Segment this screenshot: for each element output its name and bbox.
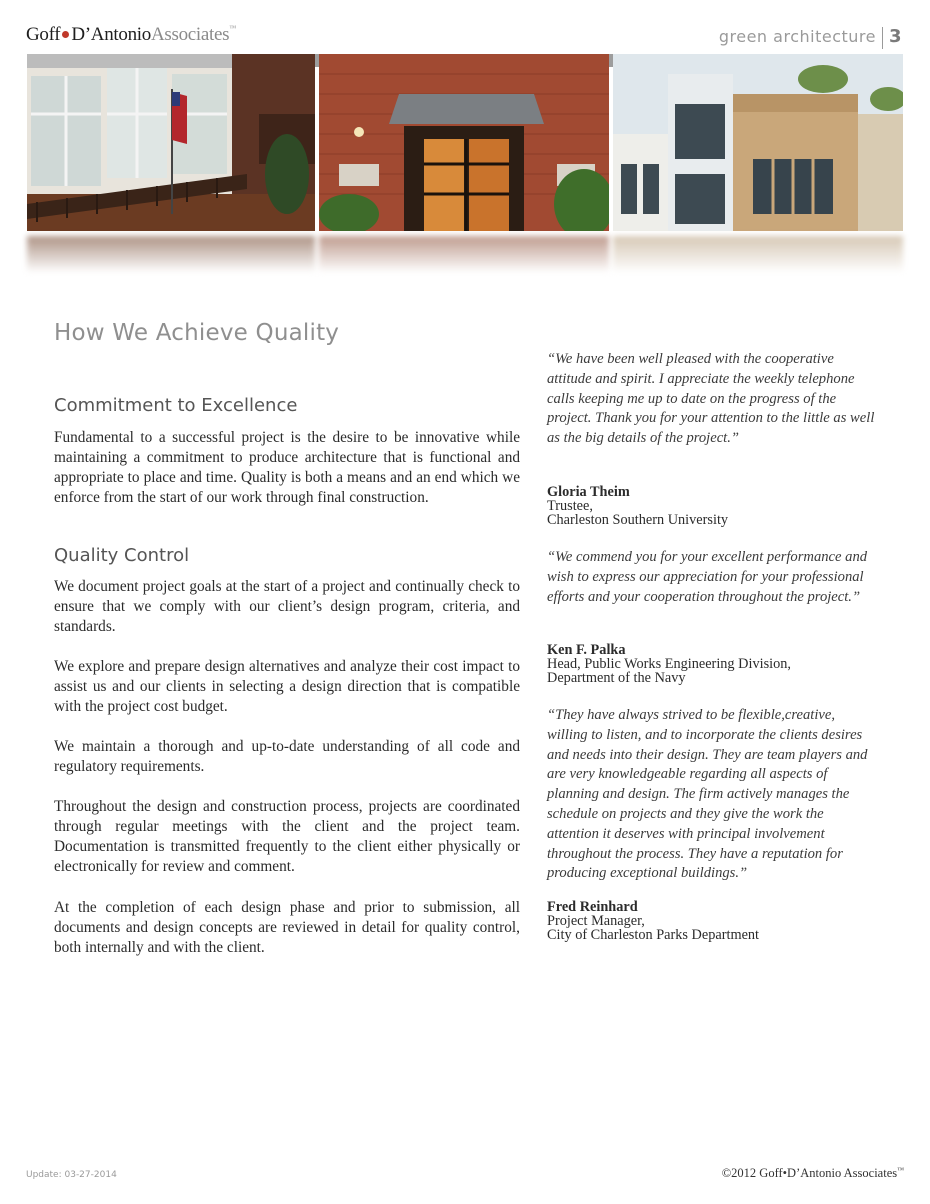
header-section-label bbox=[719, 26, 902, 49]
logo-part-associates: Associates bbox=[150, 24, 230, 45]
page-title: How We Achieve Quality bbox=[54, 320, 340, 346]
company-logo bbox=[26, 24, 236, 46]
testimonial-quote-3: “They have always strived to be flexible,creative, willing to listen, and to incorporate the clients desires and needs into their design. They are team players and are very knowledgeable regarding all aspects of planning and design. The firm actively manages the schedule on projects and they give the work the attention it deserves with principal involvement throughout the process. They have a reputation for producing exceptional buildings.” bbox=[547, 707, 868, 882]
header-divider bbox=[882, 27, 883, 49]
paragraph-excellence: Fundamental to a successful project is the desire to be innovative while maintaining a commitment to produce architecture that is functional and appropriate to place and time. Quality is both a means and an end which we enforce from the start of our work through final construction. bbox=[54, 429, 520, 506]
copyright-text: ©2012 Goff•D’Antonio Associates bbox=[721, 1166, 898, 1180]
paragraph-quality-4: Throughout the design and construction process, projects are coordinated through regular meetings with the client and the project team. Documentation is transmitted frequently to the client either physically or electronically for review and comment. bbox=[54, 798, 520, 875]
heading-quality-control: Quality Control bbox=[54, 545, 190, 566]
paragraph-quality-5: At the completion of each design phase and prior to submission, all documents and design concepts are reviewed in detail for quality control, both internally and with the client. bbox=[54, 899, 520, 956]
author-title: Head, Public Works Engineering Division, bbox=[547, 656, 791, 672]
copyright-trademark: ™ bbox=[897, 1166, 904, 1174]
entrance-photo-reflection bbox=[319, 236, 609, 273]
testimonial-quote-1: “We have been well pleased with the cooperative attitude and spirit. I appreciate the weekly telephone calls keeping me up to date on the progress of the project. Thank you for your attention to the little as well as the big details of the project.” bbox=[547, 351, 875, 447]
author-title: Trustee, bbox=[547, 498, 593, 514]
entrance-photo bbox=[319, 54, 609, 231]
facade-photo bbox=[613, 54, 903, 231]
author-organization: City of Charleston Parks Department bbox=[547, 927, 760, 943]
paragraph-quality-1: We document project goals at the start of a project and continually check to ensure that we comply with our client’s design program, criteria, and standards. bbox=[54, 578, 520, 635]
logo-trademark: ™ bbox=[229, 24, 236, 32]
paragraph-quality-3: We maintain a thorough and up-to-date understanding of all code and regulatory requirements. bbox=[54, 738, 520, 775]
page-number: 3 bbox=[888, 26, 902, 47]
heading-commitment-to-excellence: Commitment to Excellence bbox=[54, 395, 298, 416]
logo-part-dantonio: D’Antonio bbox=[71, 24, 151, 45]
testimonial-author-1 bbox=[547, 485, 887, 527]
testimonial-author-3 bbox=[547, 900, 887, 942]
author-name: Gloria Theim bbox=[547, 484, 630, 500]
interior-photo-reflection bbox=[27, 236, 315, 273]
facade-photo-reflection bbox=[613, 236, 903, 273]
logo-part-goff: Goff bbox=[26, 24, 61, 45]
author-name: Fred Reinhard bbox=[547, 899, 638, 915]
section-label-text: green architecture bbox=[718, 27, 876, 46]
author-title: Project Manager, bbox=[547, 913, 645, 929]
author-organization: Charleston Southern University bbox=[547, 512, 729, 528]
footer-update-date: Update: 03-27-2014 bbox=[26, 1170, 117, 1180]
footer-copyright bbox=[722, 1166, 904, 1181]
author-name: Ken F. Palka bbox=[547, 642, 626, 658]
author-organization: Department of the Navy bbox=[547, 670, 686, 686]
paragraph-quality-2: We explore and prepare design alternatives and analyze their cost impact to assist us and our clients in selecting a design direction that is compatible with the project cost budget. bbox=[54, 658, 520, 715]
logo-dot-icon bbox=[62, 31, 69, 38]
testimonial-author-2 bbox=[547, 643, 887, 685]
testimonial-quote-2: “We commend you for your excellent performance and wish to express our appreciation for your professional efforts and your cooperation throughout the project.” bbox=[547, 549, 868, 605]
interior-photo bbox=[27, 54, 315, 231]
